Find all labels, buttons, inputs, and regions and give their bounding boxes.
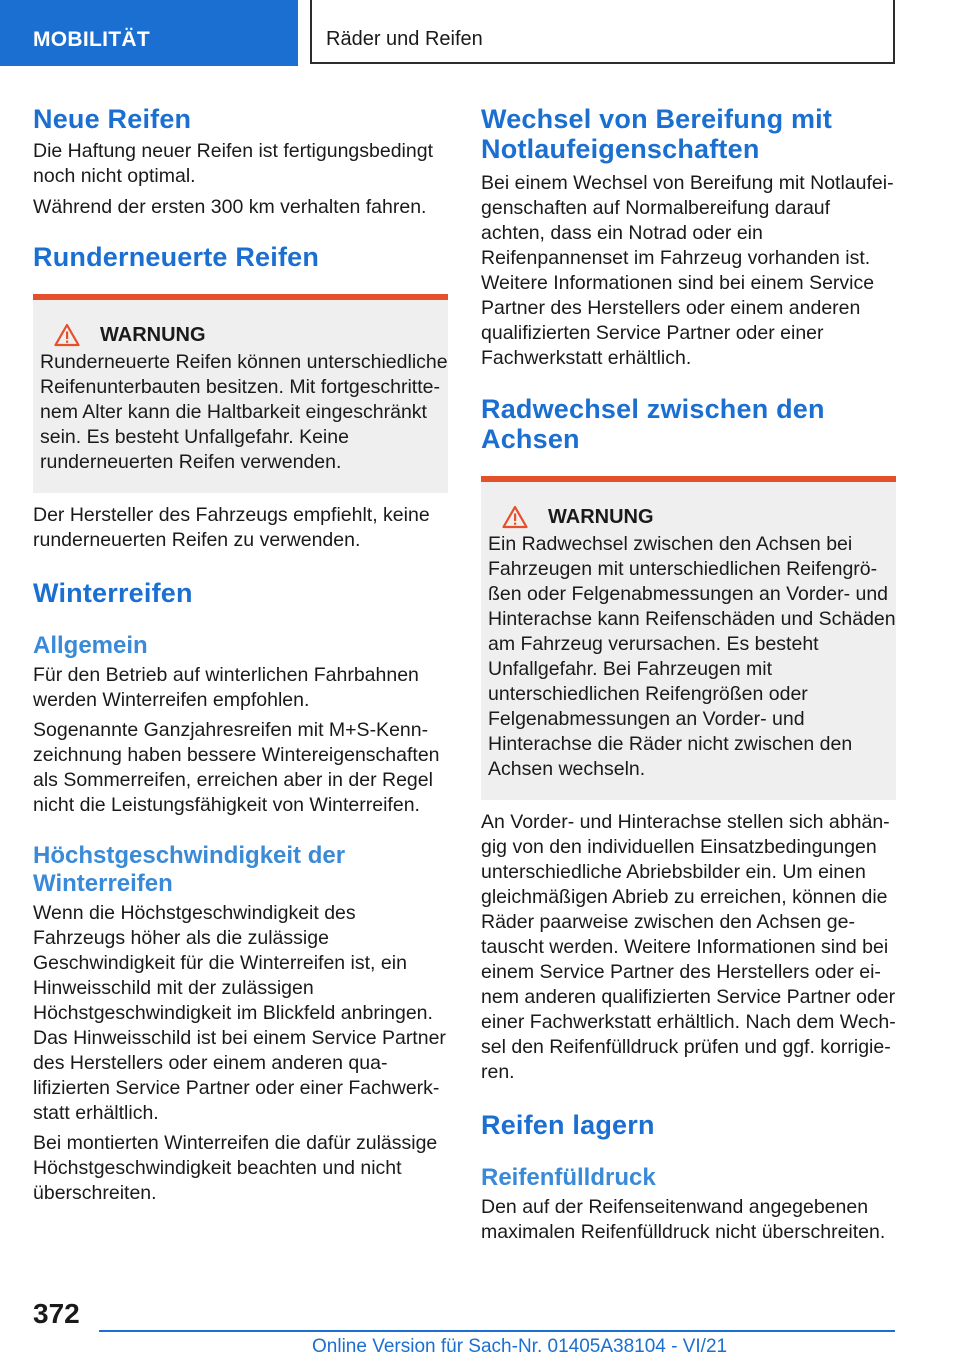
runderneuerte-text: Der Hersteller des Fahrzeugs empfiehlt, keine runderneuerten Reifen zu verwenden. [33,504,430,551]
page-number: 372 [33,1298,80,1329]
page-header [0,0,960,68]
warning-label: WARNUNG [548,505,654,528]
left-column [33,100,448,1206]
warning-label: WARNUNG [100,323,206,346]
heading-allgemein: Allgemein [33,632,148,659]
warning-title [40,322,448,348]
radwechsel-text: An Vorder- und Hinterachse stellen sich abhängig von den individuellen Einsatzbedingungen unterschiedliche Abriebsbilder ein. Um einen gleichmäßigen Abrieb zu erreichen, können die Räder paarweise zwischen den Achsen getauscht werden. Weitere Informationen sind bei einem Service Partner des Herstellers oder einem anderen qualifizierten Service Partner oder einer Fachwerkstatt erhältlich. Nach dem Wechsel den Reifenfülldruck prüfen und ggf. korrigieren. [481,811,896,1083]
warning-triangle-icon [54,323,80,347]
warning-box-radwechsel [481,476,896,800]
chapter-title: Räder und Reifen [310,0,895,64]
heading-radwechsel: Radwechsel zwischen den Achsen [481,394,825,454]
hoechstgeschwindigkeit-text-2: Bei montierten Winterreifen die dafür zulässige Höchstgeschwindigkeit beachten und nicht überschreiten. [33,1132,438,1204]
warning-title [488,504,896,530]
heading-reifen-lagern: Reifen lagern [481,1110,655,1140]
heading-neue-reifen: Neue Reifen [33,104,192,134]
heading-reifenfuelldruck: Reifenfülldruck [481,1164,656,1191]
heading-hoechstgeschwindigkeit: Höchstgeschwindigkeit der Winterreifen [33,842,346,897]
right-column [481,100,896,1245]
heading-runderneuerte-reifen: Runderneuerte Reifen [33,242,320,272]
neue-reifen-text-2: Während der ersten 300 km verhalten fahren. [33,196,427,218]
heading-wechsel-bereifung: Wechsel von Bereifung mit Notlaufeigenschaften [481,104,833,164]
winterreifen-text-2: Sogenannte Ganzjahresreifen mit M+S-Kennzeichnung haben bessere Wintereigenschaften als Sommerreifen, erreichen aber in der Regel nicht die Leistungsfähigkeit von Winterreifen. [33,719,440,816]
section-tab: MOBILITÄT [0,0,298,66]
warning-box-runderneuerte [33,294,448,493]
wechsel-text: Bei einem Wechsel von Bereifung mit Notlaufeigenschaften auf Normalbereifung darauf achten, dass ein Notrad oder ein Reifenpannenset im Fahrzeug vorhanden ist. Weitere Informationen sind bei einem Service Partner des Herstellers oder einem anderen qualifizierten Service Partner oder einer Fachwerkstatt erhältlich. [481,172,894,369]
warning-text: Ein Radwechsel zwischen den Achsen bei Fahrzeugen mit unterschiedlichen Reifengrößen oder Felgenabmessungen an Vorder- und Hinterachse kann Reifenschäden und Schäden am Fahrzeug verursachen. Es besteht Unfallgefahr. Bei Fahrzeugen mit unterschiedlichen Reifengrößen oder Felgenabmessungen an Vorder- und Hinterachse die Räder nicht zwischen den Achsen wechseln. [488,533,896,780]
footer-divider [99,1330,895,1332]
heading-winterreifen: Winterreifen [33,578,193,608]
online-version-note: Online Version für Sach-Nr. 01405A38104 - VI/21 [312,1336,728,1357]
reifenfuelldruck-text: Den auf der Reifenseitenwand angegebenen maximalen Reifenfülldruck nicht überschreiten. [481,1196,886,1243]
hoechstgeschwindigkeit-text-1: Wenn die Höchstgeschwindigkeit des Fahrzeugs höher als die zulässige Geschwindigkeit für die Winterreifen ist, ein Hinweisschild mit der zulässigen Höchstgeschwindigkeit im Blickfeld anbringen. Das Hinweisschild ist bei einem Service Partner des Herstellers oder einem anderen qualifizierten Service Partner oder einer Fachwerkstatt erhältlich. [33,902,446,1124]
warning-text: Runderneuerte Reifen können unterschiedliche Reifenunterbauten besitzen. Mit fortgeschrittenem Alter kann die Haltbarkeit eingeschränkt sein. Es besteht Unfallgefahr. Keine runderneuerten Reifen verwenden. [40,351,448,473]
neue-reifen-text-1: Die Haftung neuer Reifen ist fertigungsbedingt noch nicht optimal. [33,140,433,187]
warning-triangle-icon [502,505,528,529]
winterreifen-text-1: Für den Betrieb auf winterlichen Fahrbahnen werden Winterreifen empfohlen. [33,664,419,711]
